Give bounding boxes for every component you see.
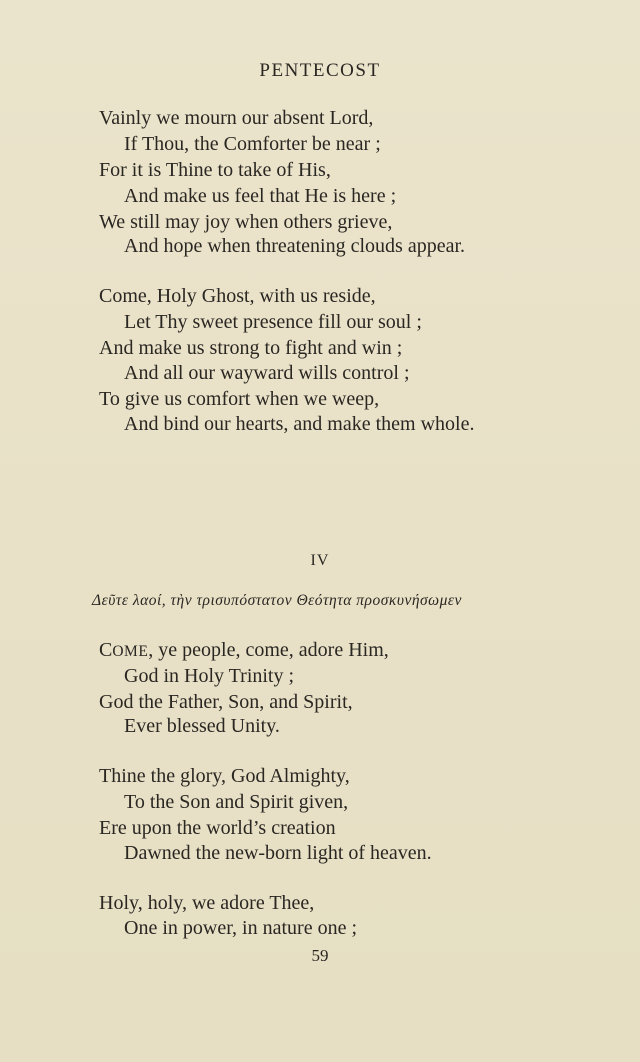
verse-line: To the Son and Spirit given,	[124, 791, 349, 813]
verse-line: We still may joy when others grieve,	[99, 211, 393, 233]
verse-line: God in Holy Trinity ;	[124, 665, 295, 687]
verse-line: To give us comfort when we weep,	[99, 388, 380, 410]
verse-line: Vainly we mourn our absent Lord,	[99, 107, 374, 129]
verse-line: Ere upon the world’s creation	[99, 817, 336, 839]
small-caps-word: OME	[112, 643, 149, 660]
section-number: IV	[310, 552, 330, 569]
verse-line: And make us strong to fight and win ;	[99, 337, 403, 359]
verse-line: Let Thy sweet presence fill our soul ;	[124, 311, 422, 333]
running-head: PENTECOST	[259, 60, 381, 81]
verse-line: Dawned the new-born light of heaven.	[124, 842, 432, 864]
verse-line: Thine the glory, God Almighty,	[99, 765, 350, 787]
verse-line: And hope when threatening clouds appear.	[124, 235, 466, 257]
verse-line: One in power, in nature one ;	[124, 917, 358, 939]
verse-line: And all our wayward wills control ;	[124, 362, 410, 384]
verse-line-rest: , ye people, come, adore Him,	[148, 639, 389, 661]
verse-line: Holy, holy, we adore Thee,	[99, 892, 315, 914]
greek-incipit: Δεῦτε λαοί, τὴν τρισυπόστατον Θεότητα προσκυνήσωμεν	[92, 592, 462, 609]
drop-initial: C	[99, 639, 113, 661]
verse-line: Come, Holy Ghost, with us reside,	[99, 285, 376, 307]
verse-line: God the Father, Son, and Spirit,	[99, 691, 353, 713]
verse-line: And bind our hearts, and make them whole.	[124, 413, 475, 435]
verse-line: For it is Thine to take of His,	[99, 159, 331, 181]
verse-line: Ever blessed Unity.	[124, 715, 280, 737]
verse-line: If Thou, the Comforter be near ;	[124, 133, 381, 155]
verse-line-first	[99, 640, 389, 660]
page-number: 59	[311, 946, 329, 965]
verse-line: And make us feel that He is here ;	[124, 185, 397, 207]
